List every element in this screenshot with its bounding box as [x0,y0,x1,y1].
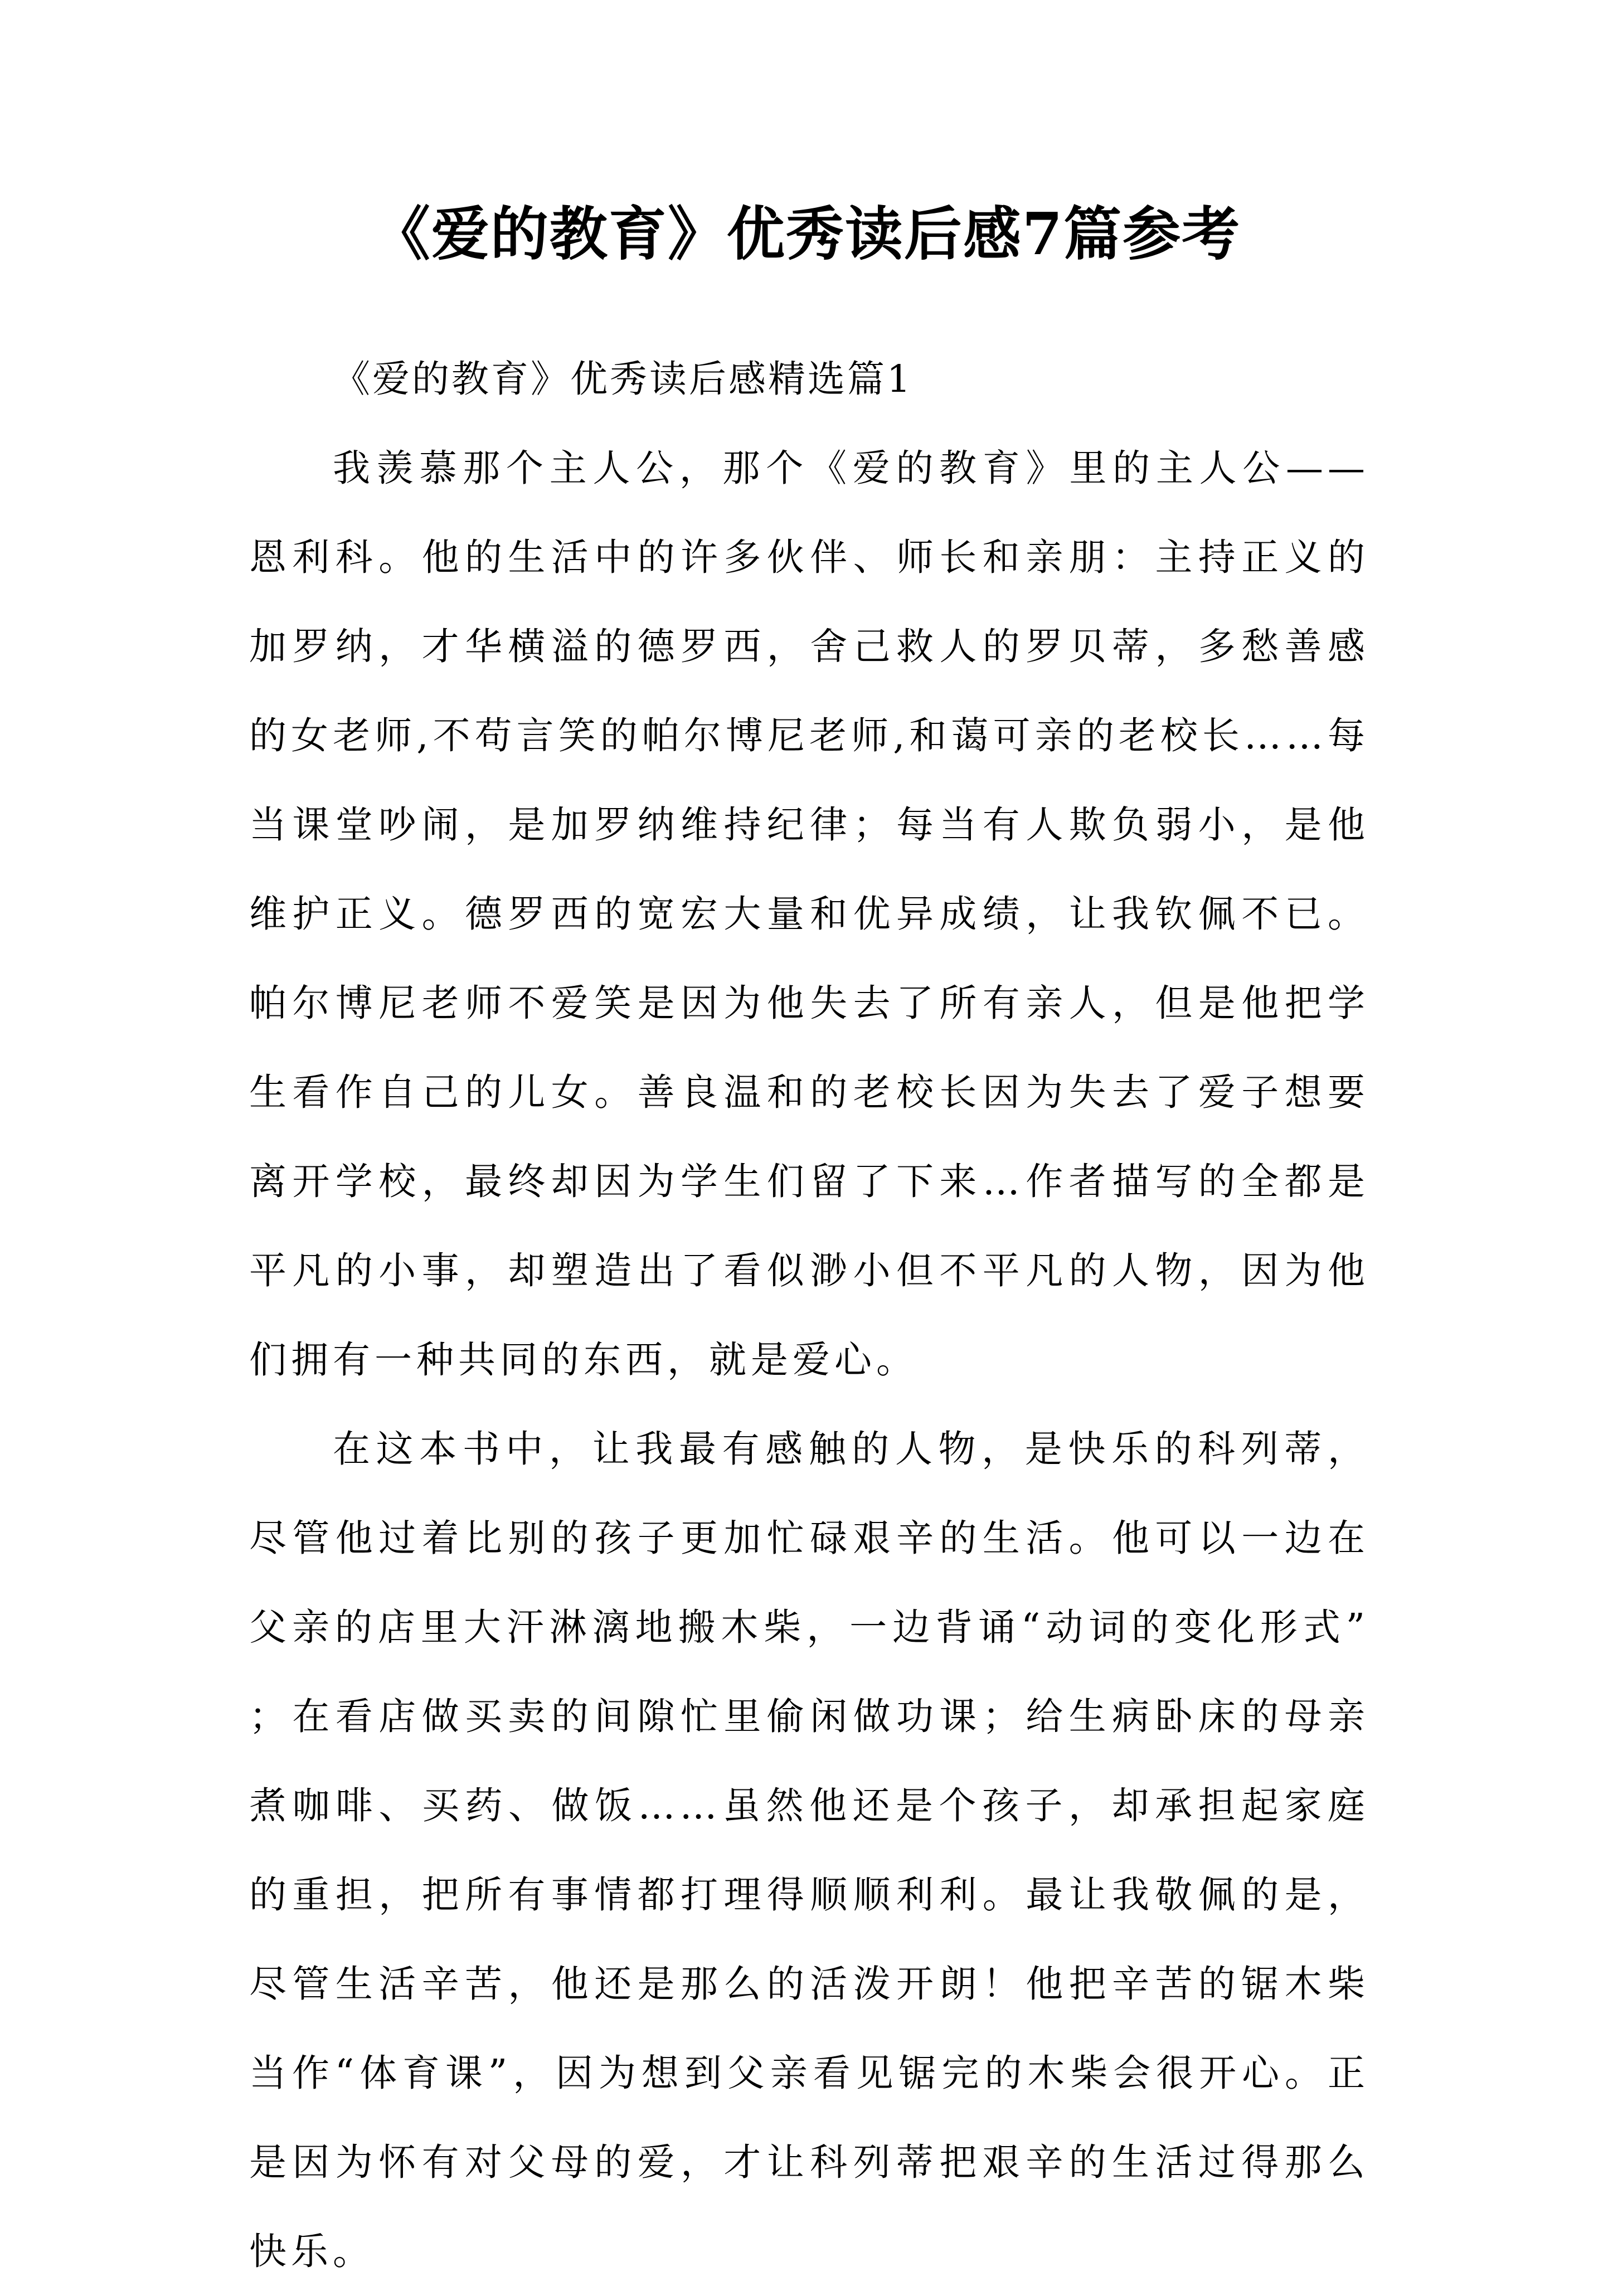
page-title: 《爱的教育》优秀读后感7篇参考 [372,200,1241,268]
body-paragraph-2: 在这本书中，让我最有感触的人物，是快乐的科列蒂，尽管他过着比别的孩子更加忙碌艰辛的生活。他可以一边在父亲的店里大汗淋漓地搬木柴，一边背诵“动词的变化形式”；在看店做买卖的间隙忙里偷闲做功课；给生病卧床的母亲煮咖啡、买药、做饭……虽然他还是个孩子，却承担起家庭的重担，把所有事情都打理得顺顺利利。最让我敬佩的是，尽管生活辛苦，他还是那么的活泼开朗！他把辛苦的锯木柴当作“体育课”，因为想到父亲看见锯完的木柴会很开心。正是因为怀有对父母的爱，才让科列蒂把艰辛的生活过得那么快乐。 [249,1427,1369,2273]
document-body [249,334,1369,2296]
section-heading: 《爱的教育》优秀读后感精选篇1 [333,357,913,401]
body-paragraph-1: 我羡慕那个主人公，那个《爱的教育》里的主人公——恩利科。他的生活中的许多伙伴、师长和亲朋：主持正义的加罗纳，才华横溢的德罗西，舍己救人的罗贝蒂，多愁善感的女老师,不苟言笑的帕尔博尼老师,和蔼可亲的老校长……每当课堂吵闹，是加罗纳维持纪律；每当有人欺负弱小，是他维护正义。德罗西的宽宏大量和优异成绩，让我钦佩不已。帕尔博尼老师不爱笑是因为他失去了所有亲人，但是他把学生看作自己的儿女。善良温和的老校长因为失去了爱子想要离开学校，最终却因为学生们留了下来…作者描写的全都是平凡的小事，却塑造出了看似渺小但不平凡的人物，因为他们拥有一种共同的东西，就是爱心。 [249,446,1369,1382]
